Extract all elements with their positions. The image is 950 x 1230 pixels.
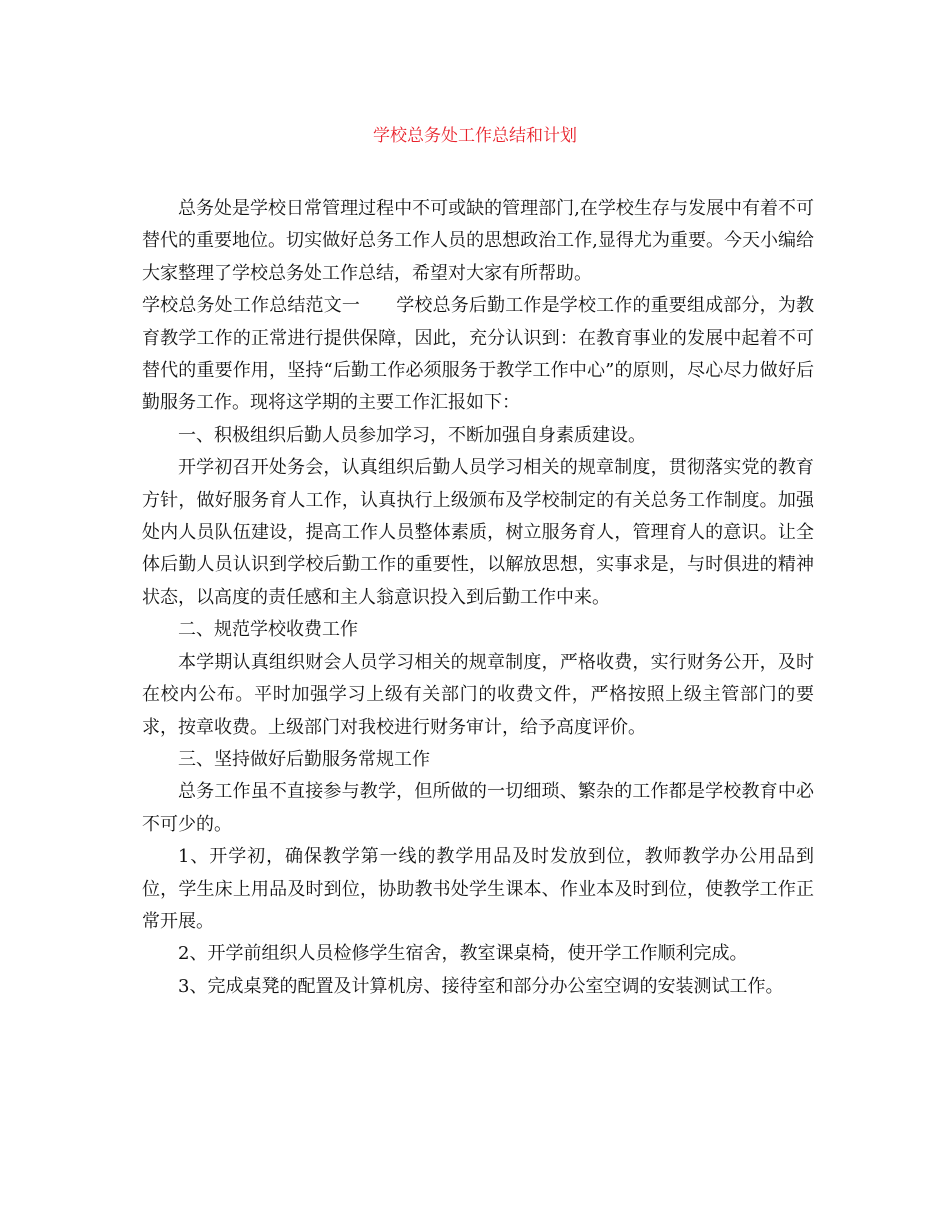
paragraph-heading-one: 一、积极组织后勤人员参加学习，不断加强自身素质建设。 [178, 424, 646, 446]
paragraph-heading-two: 二、规范学校收费工作 [178, 619, 358, 641]
section-heading: 学校总务处工作总结范文一 [142, 295, 361, 317]
paragraph-text: 学校总务后勤工作是学校工作的重要组成部分，为教育教学工作的正常进行提供保障，因此，充分认识到：在教育事业的发展中起着不可替代的重要作用，坚持“后勤工作必须服务于教学工作中心”的原则，尽心尽力做好后勤服务工作。现将这学期的主要工作汇报如下： [142, 295, 815, 414]
document-title: 学校总务处工作总结和计划 [373, 126, 577, 146]
paragraph-study: 开学初召开处务会，认真组织后勤人员学习相关的规章制度，贯彻落实党的教育方针，做好服务育人工作，认真执行上级颁布及学校制定的有关总务工作制度。加强处内人员队伍建设，提高工作人员整体素质，树立服务育人，管理育人的意识。让全体后勤人员认识到学校后勤工作的重要性，以解放思想，实事求是，与时俱进的精神状态，以高度的责任感和主人翁意识投入到后勤工作中来。 [142, 457, 814, 608]
paragraph-item-3: 3、完成桌凳的配置及计算机房、接待室和部分办公室空调的安装测试工作。 [178, 975, 784, 997]
paragraph-heading-three: 三、坚持做好后勤服务常规工作 [178, 748, 430, 770]
paragraph-item-1: 1、开学初，确保教学第一线的教学用品及时发放到位，教师教学办公用品到位，学生床上用品及时到位，协助教书处学生课本、作业本及时到位，使教学工作正常开展。 [142, 846, 814, 932]
paragraph-item-2: 2、开学前组织人员检修学生宿舍，教室课桌椅，使开学工作顺利完成。 [178, 943, 748, 965]
document-body [142, 193, 814, 1003]
paragraph-general-work: 总务工作虽不直接参与教学，但所做的一切细琐、繁杂的工作都是学校教育中必不可少的。 [142, 781, 814, 835]
paragraph-fees: 本学期认真组织财会人员学习相关的规章制度，严格收费，实行财务公开，及时在校内公布。平时加强学习上级有关部门的收费文件，严格按照上级主管部门的要求，按章收费。上级部门对我校进行财务审计，给予高度评价。 [142, 651, 814, 738]
paragraph-intro: 总务处是学校日常管理过程中不可或缺的管理部门,在学校生存与发展中有着不可替代的重要地位。切实做好总务工作人员的思想政治工作,显得尤为重要。今天小编给大家整理了学校总务处工作总结，希望对大家有所帮助。 [142, 198, 814, 284]
paragraph-sample-one [142, 290, 814, 420]
